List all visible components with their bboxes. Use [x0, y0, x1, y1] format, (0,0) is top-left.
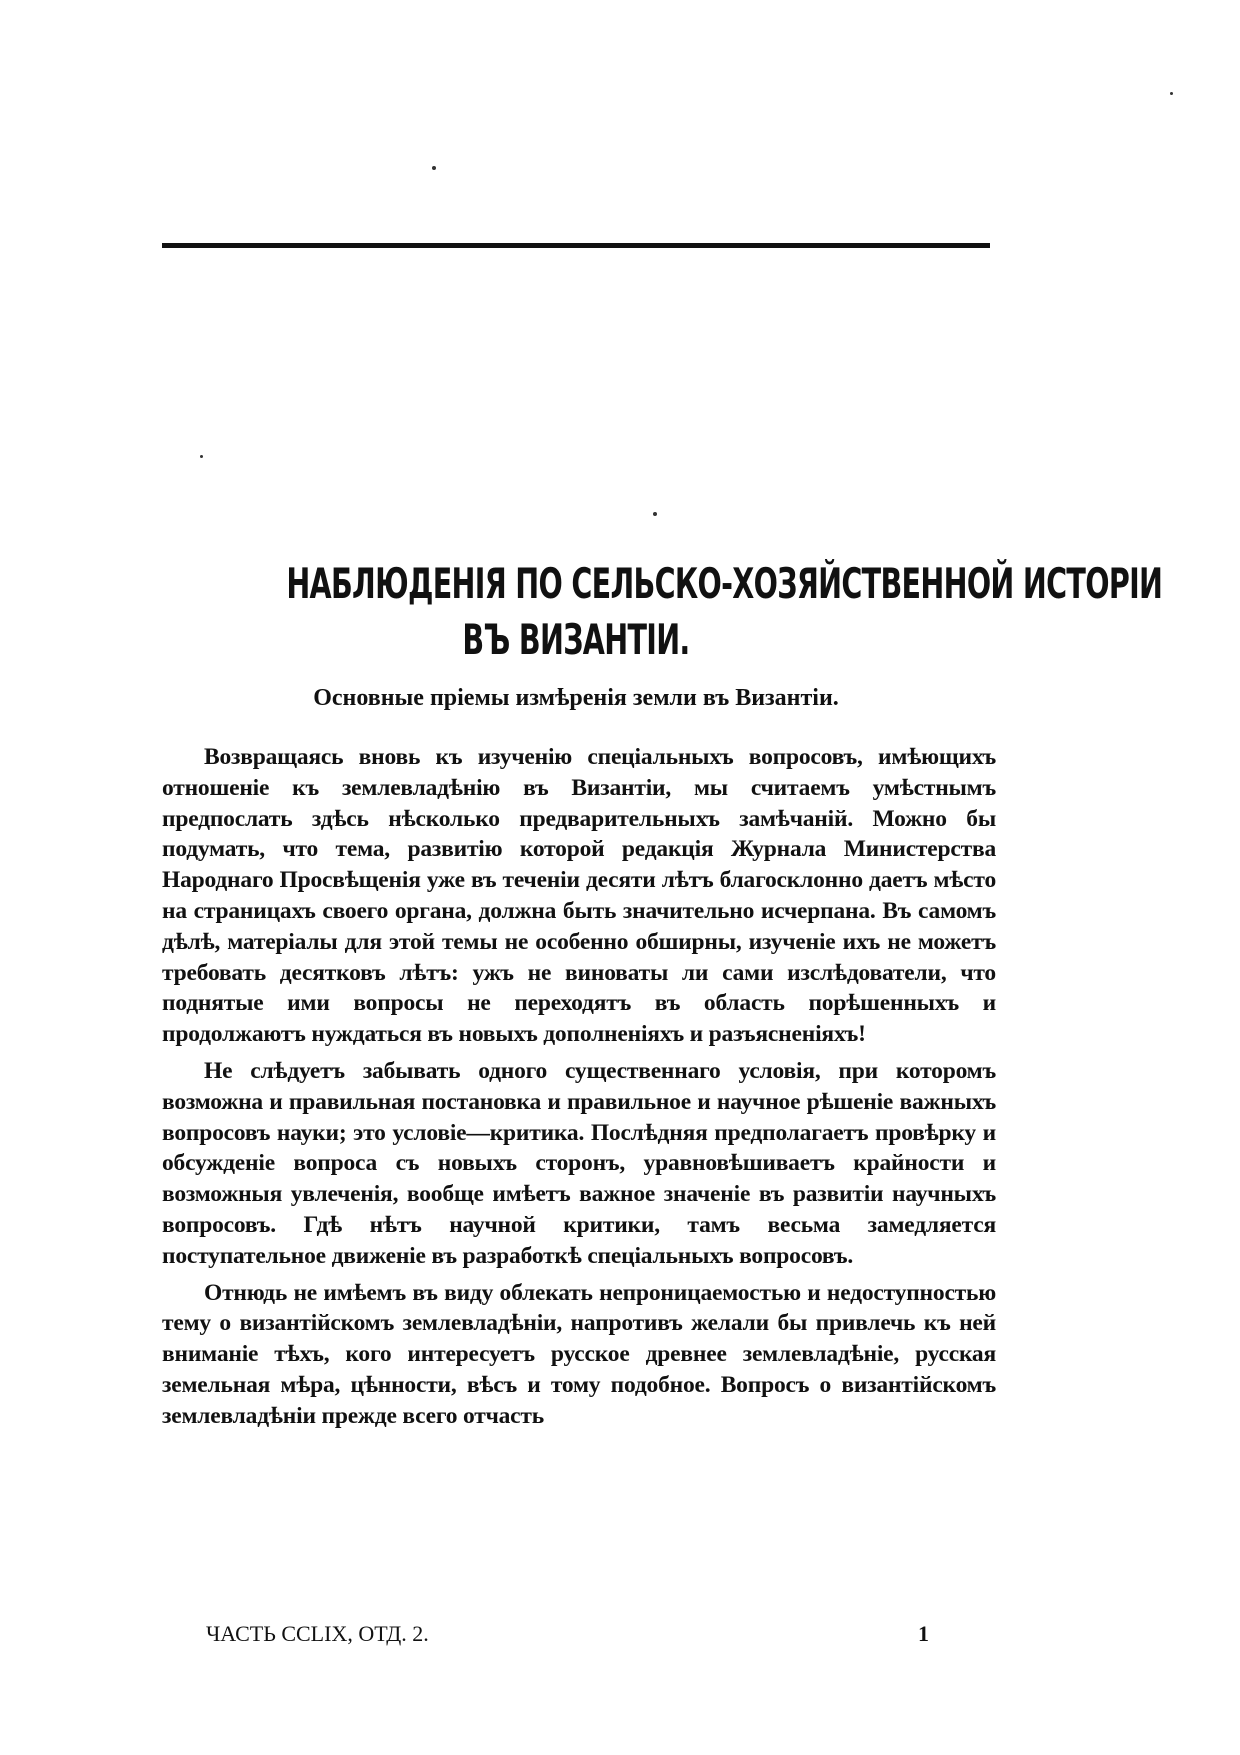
article-subtitle: Основные пріемы измѣренія земли въ Византіи.	[313, 685, 839, 711]
paragraph: Отнюдь не имѣемъ въ виду облекать непроницаемостью и недоступностью тему о византійскомъ землевладѣніи, напротивъ желали бы привлечь къ ней вниманіе тѣхъ, кого интересуетъ русское древнее землевладѣніе, русская земельная мѣра, цѣнности, вѣсъ и тому подобное. Вопросъ о византійскомъ землевладѣніи прежде всего отчасть	[162, 1279, 996, 1429]
top-rule	[162, 243, 990, 248]
scan-speck	[200, 455, 203, 458]
article-body	[162, 742, 996, 1438]
scan-speck	[432, 166, 436, 170]
article-title-line-1: НАБЛЮДЕНІЯ ПО СЕЛЬСКО-ХОЗЯЙСТВЕННОЙ ИСТОРІИ	[286, 559, 1163, 608]
article-title	[150, 556, 1163, 668]
article-title-line-2: ВЪ ВИЗАНТІИ.	[462, 615, 690, 664]
scan-speck	[1170, 92, 1173, 95]
page-number: 1	[918, 1621, 929, 1646]
paragraph: Возвращаясь вновь къ изученію спеціальныхъ вопросовъ, имѣющихъ отношеніе къ землевладѣнію въ Византіи, мы считаемъ умѣстнымъ предпослать здѣсь нѣсколько предварительныхъ замѣчаній. Можно бы подумать, что тема, развитію которой редакція Журнала Министерства Народнаго Просвѣщенія уже въ теченіи десяти лѣтъ благосклонно даетъ мѣсто на страницахъ своего органа, должна быть значительно исчерпана. Въ самомъ дѣлѣ, матеріалы для этой темы не особенно обширны, изученіе ихъ не можетъ требовать десятковъ лѣтъ: ужъ не виноваты ли сами изслѣдователи, что поднятые ими вопросы не переходятъ въ область порѣшенныхъ и продолжаютъ нуждаться въ новыхъ дополненіяхъ и разъясненіяхъ!	[162, 744, 996, 1048]
scan-speck	[653, 512, 657, 516]
footer-part-label: ЧАСТЬ CCLIX, ОТД. 2.	[206, 1621, 429, 1646]
paragraph: Не слѣдуетъ забывать одного существеннаго условія, при которомъ возможна и правильная постановка и правильное и научное рѣшеніе важныхъ вопросовъ науки; это условіе—критика. Послѣдняя предполагаетъ провѣрку и обсужденіе вопроса съ новыхъ сторонъ, уравновѣшиваетъ крайности и возможныя увлеченія, вообще имѣетъ важное значеніе въ развитіи научныхъ вопросовъ. Гдѣ нѣтъ научной критики, тамъ весьма замедляется поступательное движеніе въ разработкѣ спеціальныхъ вопросовъ.	[162, 1057, 996, 1269]
